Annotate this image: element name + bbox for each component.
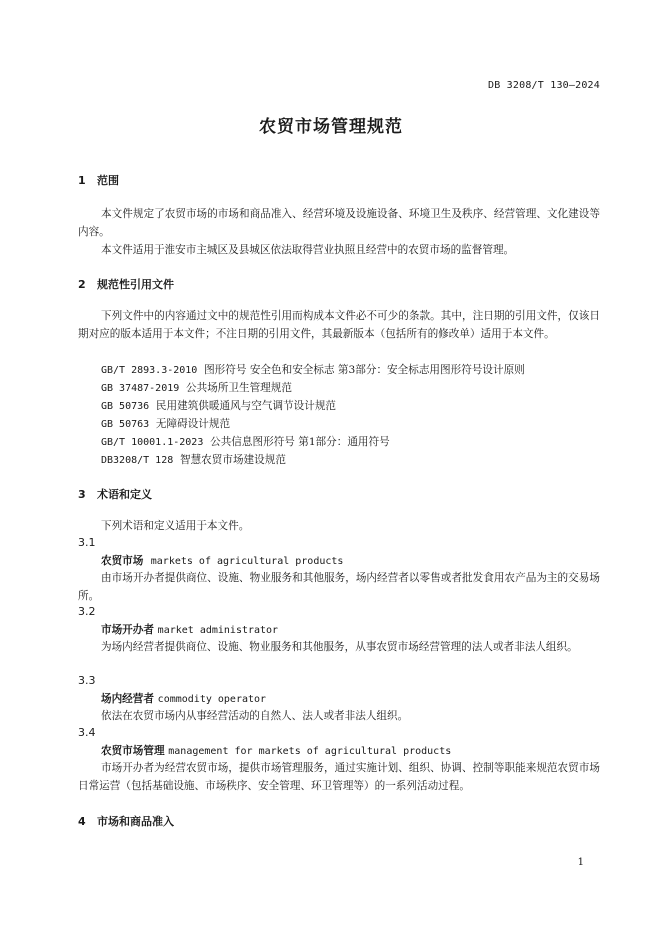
term-zh: 农贸市场 (101, 555, 144, 567)
reference-name: 民用建筑供暖通风与空气调节设计规范 (155, 400, 337, 412)
term-definition: 依法在农贸市场内从事经营活动的自然人、法人或者非法人组织。 (101, 710, 409, 722)
reference-name: 公共信息图形符号 第1部分：通用符号 (210, 436, 390, 448)
reference-code: GB 37487-2019 (101, 383, 180, 394)
reference-name: 公共场所卫生管理规范 (186, 382, 292, 394)
reference-code: GB 50736 (101, 401, 150, 412)
section-number: 1 (78, 174, 86, 187)
section-1-heading (78, 172, 119, 188)
term-number: 3.2 (78, 605, 96, 618)
section-title: 范围 (97, 174, 119, 187)
term-en: market administrator (157, 625, 279, 636)
term-name (101, 743, 451, 758)
term-number: 3.1 (78, 536, 96, 549)
reference-item (101, 451, 286, 470)
term-zh: 场内经营者 (101, 693, 154, 705)
section-4-heading (78, 813, 174, 829)
section-2-heading (78, 276, 174, 292)
term-number: 3.4 (78, 726, 96, 739)
term-en: commodity operator (157, 694, 267, 705)
reference-name: 图形符号 安全色和安全标志 第3部分：安全标志用图形符号设计原则 (204, 364, 525, 376)
reference-item (101, 361, 525, 380)
reference-code: GB/T 2893.3-2010 (101, 365, 198, 376)
reference-name: 智慧农贸市场建设规范 (180, 454, 286, 466)
page-number: 1 (577, 857, 584, 868)
reference-name: 无障碍设计规范 (155, 418, 231, 430)
term-en: markets of agricultural products (150, 556, 344, 567)
reference-code: GB 50763 (101, 419, 150, 430)
terms-intro: 下列术语和定义适用于本文件。 (101, 520, 250, 532)
reference-item (101, 397, 336, 416)
scope-paragraph-1: 本文件规定了农贸市场的市场和商品准入、经营环境及设施设备、环境卫生及秩序、经营管理、文化建设等内容。 (78, 208, 600, 238)
term-definition: 市场开办者为经营农贸市场，提供市场管理服务，通过实施计划、组织、协调、控制等职能来规范农贸市场日常运营（包括基础设施、市场秩序、安全管理、环卫管理等）的一系列活动过程。 (78, 762, 600, 792)
term-name (101, 553, 343, 568)
scope-paragraph-2: 本文件适用于淮安市主城区及县城区依法取得营业执照且经营中的农贸市场的监督管理。 (101, 244, 515, 256)
reference-item (101, 415, 230, 434)
reference-item (101, 379, 292, 398)
section-number: 4 (78, 815, 86, 828)
term-name (101, 691, 266, 706)
section-title: 市场和商品准入 (97, 815, 174, 828)
reference-code: DB3208/T 128 (101, 455, 174, 466)
term-name (101, 622, 278, 637)
term-number: 3.3 (78, 674, 96, 687)
section-number: 3 (78, 488, 86, 501)
section-title: 术语和定义 (97, 488, 152, 501)
document-title: 农贸市场管理规范 (259, 117, 403, 137)
term-definition: 由市场开办者提供商位、设施、物业服务和其他服务，场内经营者以零售或者批发食用农产品为主的交易场所。 (78, 572, 600, 602)
reference-code: GB/T 10001.1-2023 (101, 437, 204, 448)
section-3-heading (78, 486, 152, 502)
document-code: DB 3208/T 130—2024 (488, 80, 600, 91)
section-number: 2 (78, 278, 86, 291)
references-intro: 下列文件中的内容通过文中的规范性引用而构成本文件必不可少的条款。其中，注日期的引用文件，仅该日期对应的版本适用于本文件；不注日期的引用文件，其最新版本（包括所有的修改单）适用于本文件。 (78, 310, 600, 340)
term-zh: 市场开办者 (101, 624, 154, 636)
term-en: management for markets of agricultural products (168, 746, 452, 757)
reference-item (101, 433, 390, 452)
term-definition: 为场内经营者提供商位、设施、物业服务和其他服务，从事农贸市场经营管理的法人或者非法人组织。 (101, 641, 578, 653)
section-title: 规范性引用文件 (97, 278, 174, 291)
term-zh: 农贸市场管理 (101, 745, 165, 757)
